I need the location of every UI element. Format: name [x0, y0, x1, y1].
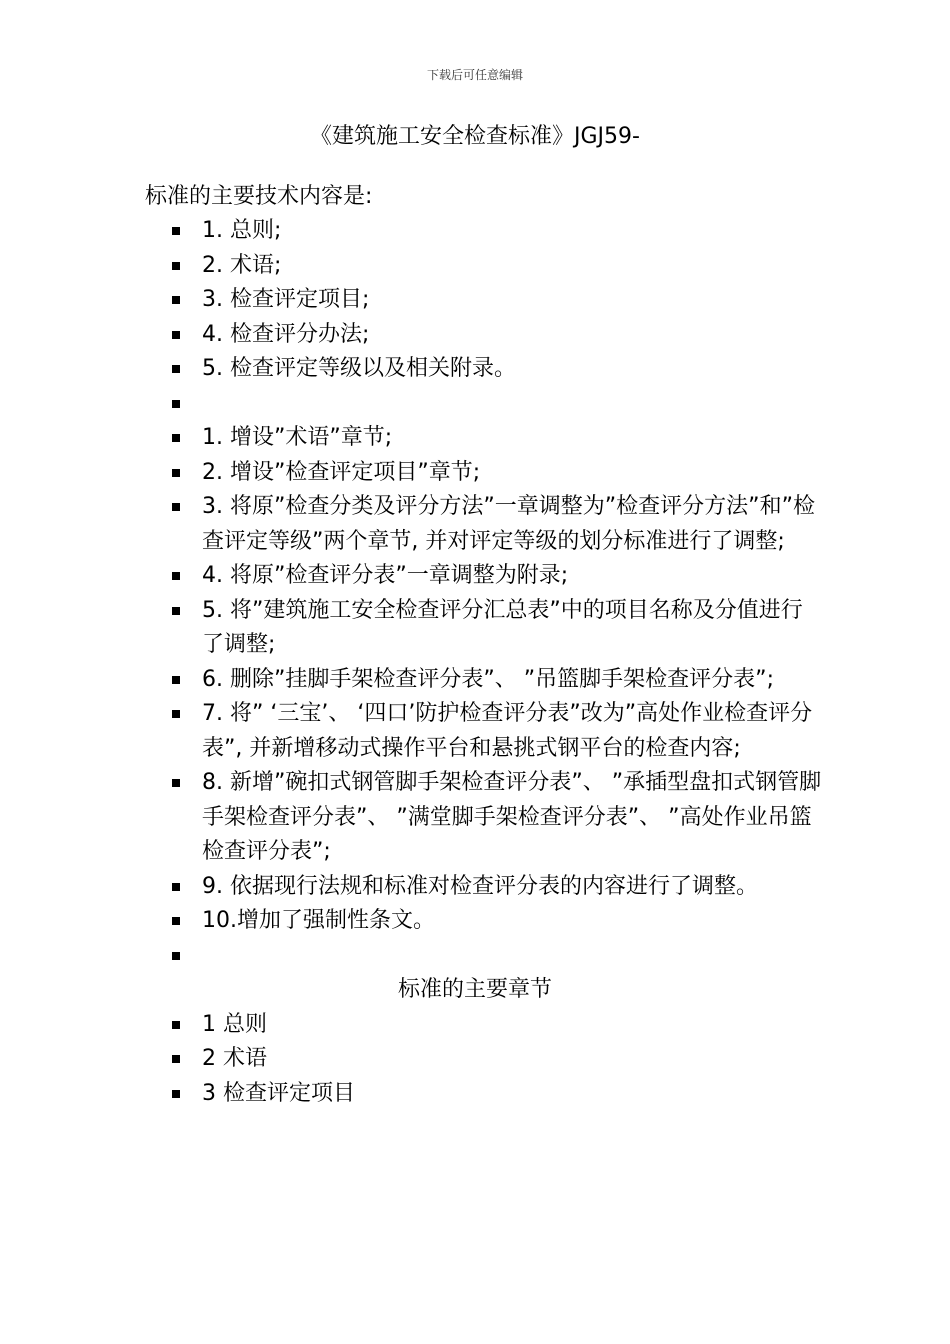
bullet-icon [172, 365, 180, 373]
list-item-text: 2 术语 [202, 1046, 267, 1071]
list-item-text: 3. 检查评定项目; [202, 287, 370, 312]
list-item [0, 697, 950, 766]
list-item-text: 9. 依据现行法规和标准对检查评分表的内容进行了调整。 [202, 873, 758, 899]
bullet-icon [172, 676, 180, 684]
list-item [0, 1077, 950, 1112]
list-item [0, 594, 950, 663]
bullet-icon [172, 710, 180, 718]
bullet-icon [172, 296, 180, 304]
list-item [0, 283, 950, 318]
list-item-text: 4. 检查评分办法; [202, 321, 370, 347]
list-item-text: 1. 总则; [202, 218, 282, 243]
list-item-text: 4. 将原”检查评分表”一章调整为附录; [202, 563, 569, 588]
list-item-text: 7. 将” ‘三宝’、 ‘四口’防护检查评分表”改为”高处作业检查评分表”, 并新增移动式操作平台和悬挑式钢平台的检查内容; [202, 701, 813, 761]
list-item-text: 标准的主要章节 [397, 977, 552, 1002]
content-list [0, 214, 950, 1111]
bullet-icon [172, 572, 180, 580]
bullet-icon [172, 917, 180, 925]
list-item [0, 559, 950, 594]
list-item [0, 939, 950, 974]
list-item-text: 10.增加了强制性条文。 [202, 908, 435, 933]
list-item [0, 1042, 950, 1077]
bullet-icon [172, 1055, 180, 1063]
bullet-icon [172, 262, 180, 270]
list-item-text: 3. 将原”检查分类及评分方法”一章调整为”检查评分方法”和”检查评定等级”两个章节, 并对评定等级的划分标准进行了调整; [202, 494, 815, 554]
list-item [0, 663, 950, 698]
header-note: 下载后可任意编辑 [426, 68, 523, 82]
bullet-icon [172, 331, 180, 339]
list-item [0, 456, 950, 491]
list-item-text: 3 检查评定项目 [202, 1080, 355, 1106]
list-item-text: 5. 检查评定等级以及相关附录。 [202, 356, 516, 381]
list-item-text: 2. 术语; [202, 252, 282, 278]
bullet-icon [172, 400, 180, 408]
list-item-text: 6. 删除”挂脚手架检查评分表”、 ”吊篮脚手架检查评分表”; [202, 666, 774, 692]
bullet-icon [172, 779, 180, 787]
list-item [0, 214, 950, 249]
bullet-icon [172, 1090, 180, 1098]
intro-text: 标准的主要技术内容是: [145, 184, 373, 209]
bullet-icon [172, 883, 180, 891]
bullet-icon [172, 1021, 180, 1029]
list-item [0, 352, 950, 387]
list-item [0, 387, 950, 422]
list-item-text: 5. 将”建筑施工安全检查评分汇总表”中的项目名称及分值进行了调整; [202, 597, 803, 657]
list-item-text: 1 总则 [202, 1011, 267, 1037]
list-item [0, 490, 950, 559]
bullet-icon [172, 503, 180, 511]
list-item [0, 318, 950, 353]
bullet-icon [172, 434, 180, 442]
bullet-icon [172, 469, 180, 477]
bullet-icon [172, 227, 180, 235]
list-item [0, 904, 950, 939]
bullet-icon [172, 952, 180, 960]
list-item-text: 2. 增设”检查评定项目”章节; [202, 459, 481, 485]
list-item [0, 1008, 950, 1043]
list-item-text: 8. 新增”碗扣式钢管脚手架检查评分表”、 ”承插型盘扣式钢管脚手架检查评分表”、 ”满堂脚手架检查评分表”、 ”高处作业吊篮检查评分表”; [202, 770, 822, 864]
list-item [0, 249, 950, 284]
list-item [0, 870, 950, 905]
bullet-icon [172, 607, 180, 615]
list-item [0, 421, 950, 456]
section-heading [0, 973, 950, 1008]
document-title: 《建筑施工安全检查标准》JGJ59- [310, 124, 640, 149]
list-item [0, 766, 950, 870]
list-item-text: 1. 增设”术语”章节; [202, 425, 393, 450]
